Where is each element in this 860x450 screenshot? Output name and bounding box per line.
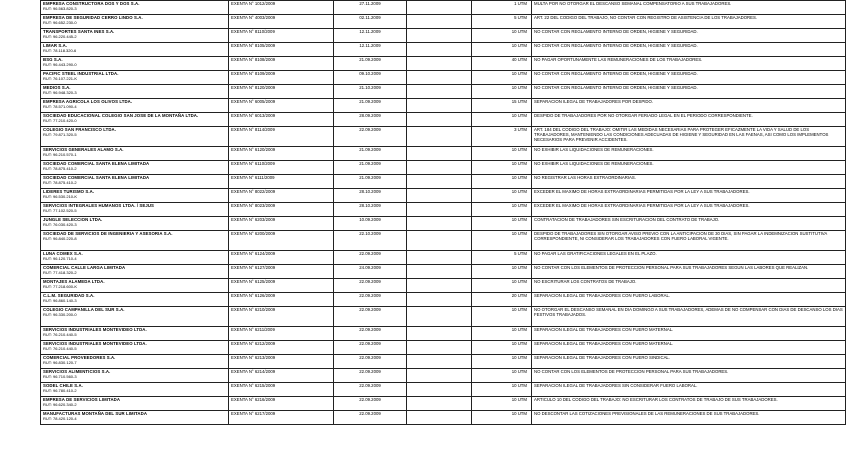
company-rut: RUT: 96.330.200-0 — [43, 312, 77, 317]
company-rut: RUT: 78.420.120-4 — [43, 416, 77, 421]
company-name: BSG S.A. — [43, 57, 63, 62]
company-rut: RUT: 96.120.710-4 — [43, 256, 77, 261]
date-cell: 02.11.2009 — [334, 15, 407, 29]
amount-cell: 10 UTM — [472, 411, 532, 425]
date-cell-blank — [407, 383, 472, 397]
date-cell-blank — [407, 71, 472, 85]
resolution-cell: EXENTA N° 8105/2009 — [229, 43, 334, 57]
date-cell-blank — [407, 327, 472, 341]
table-row — [41, 369, 846, 383]
description-cell: NO OTORGAR EL DESCANSO SEMANAL EN DIA DOMINGO A SUS TRABAJADORES, ADEMAS DE NO COMPENSAR CON DIAS DE DESCANSO LOS DIAS FESTIVOS TRABAJADOS. — [532, 307, 846, 327]
date-cell: 22.09.2009 — [334, 411, 407, 425]
company-cell — [41, 217, 229, 231]
amount-cell: 10 UTM — [472, 341, 532, 355]
description-cell: SEPARACION ILEGAL DE TRABAJADORES SIN CONSIDERAR FUERO LABORAL. — [532, 383, 846, 397]
resolution-cell: EXENTA N° 6013/2009 — [229, 113, 334, 127]
resolution-cell: EXENTA N° 8120/2009 — [229, 85, 334, 99]
company-rut: RUT: 77.218.600-K — [43, 284, 78, 289]
company-cell — [41, 113, 229, 127]
fines-table-sheet — [40, 0, 846, 450]
company-cell — [41, 265, 229, 279]
description-cell: NO CONTAR CON LOS ELEMENTOS DE PROTECCION PERSONAL PARA SUS TRABAJADORES SEGUN LAS LABORES QUE REALIZAN. — [532, 265, 846, 279]
table-row — [41, 175, 846, 189]
company-rut: RUT: 96.530.210-K — [43, 194, 78, 199]
amount-cell: 10 UTM — [472, 355, 532, 369]
company-name: LUNA COMEX S.A. — [43, 251, 83, 256]
company-name: SERVICIOS GENERALES ALAMO S.A. — [43, 147, 124, 152]
resolution-cell: EXENTA N° 8109/2009 — [229, 71, 334, 85]
date-cell-blank — [407, 175, 472, 189]
company-rut: RUT: 96.563.820-3 — [43, 6, 77, 11]
company-name: SOCIEDAD DE SERVICIOS DE INGENIERIA Y ASESORIA S.A. — [43, 231, 173, 236]
company-rut: RUT: 77.102.520-5 — [43, 208, 77, 213]
company-rut: RUT: 96.948.320-3 — [43, 90, 77, 95]
description-cell: NO CONTAR CON REGLAMENTO INTERNO DE ORDEN, HIGIENE Y SEGURIDAD. — [532, 71, 846, 85]
company-name: MEDIOS S.A. — [43, 85, 71, 90]
date-cell-blank — [407, 265, 472, 279]
company-rut: RUT: 76.210.440-5 — [43, 346, 77, 351]
amount-cell: 10 UTM — [472, 231, 532, 251]
date-cell: 22.09.2009 — [334, 327, 407, 341]
table-row — [41, 147, 846, 161]
company-name: SERVICIOS INDUSTRIALES MONTEVIDEO LTDA. — [43, 341, 147, 346]
date-cell-blank — [407, 1, 472, 15]
table-row — [41, 279, 846, 293]
table-row — [41, 15, 846, 29]
date-cell: 22.09.2009 — [334, 355, 407, 369]
description-cell: NO CONTAR CON REGLAMENTO INTERNO DE ORDEN, HIGIENE Y SEGURIDAD. — [532, 29, 846, 43]
company-name: COMERCIAL CALLE LARGA LIMITADA — [43, 265, 126, 270]
company-cell — [41, 411, 229, 425]
amount-cell: 10 UTM — [472, 307, 532, 327]
resolution-cell: EXENTA N° 6203/2009 — [229, 217, 334, 231]
company-rut: RUT: 96.830.120-7 — [43, 360, 77, 365]
resolution-cell: EXENTA N° 8114/2009 — [229, 127, 334, 147]
company-cell — [41, 175, 229, 189]
amount-cell: 10 UTM — [472, 147, 532, 161]
company-cell — [41, 161, 229, 175]
date-cell-blank — [407, 369, 472, 383]
amount-cell: 20 UTM — [472, 293, 532, 307]
resolution-cell: EXENTA N° 1012/2009 — [229, 1, 334, 15]
date-cell: 22.09.2009 — [334, 293, 407, 307]
table-row — [41, 341, 846, 355]
company-name: SERVICIOS ALIMENTICIOS S.A. — [43, 369, 111, 374]
company-cell — [41, 1, 229, 15]
company-name: LIDERES TURISMO S.A. — [43, 189, 95, 194]
date-cell: 27.11.2009 — [334, 1, 407, 15]
company-rut: RUT: 78.118.320-6 — [43, 48, 77, 53]
company-name: EMPRESA CONSTRUCTORA DOS Y DOS S.A. — [43, 1, 140, 6]
date-cell-blank — [407, 341, 472, 355]
company-cell — [41, 147, 229, 161]
date-cell: 12.11.2009 — [334, 43, 407, 57]
company-name: MANUFACTURAS MONTAÑA DEL SUR LIMITADA — [43, 411, 148, 416]
amount-cell: 10 UTM — [472, 369, 532, 383]
company-cell — [41, 355, 229, 369]
resolution-cell: EXENTA N° 6215/2009 — [229, 383, 334, 397]
amount-cell: 10 UTM — [472, 71, 532, 85]
description-cell: CONTRATACION DE TRABAJADORES SIN ESCRITURACION DEL CONTRATO DE TRABAJO. — [532, 217, 846, 231]
table-row — [41, 293, 846, 307]
date-cell-blank — [407, 43, 472, 57]
table-row — [41, 383, 846, 397]
description-cell: ART. 184 DEL CODIGO DEL TRABAJO: OMITIR LAS MEDIDAS NECESARIAS PARA PROTEGER EFICAZMENTE LA VIDA Y SALUD DE LOS TRABAJADORES, MANTENIENDO LAS CONDICIONES ADECUADAS DE HIGIENE Y SEGURIDAD EN LAS FAENAS, ASI COMO LOS IMPLEMENTOS NECESARIOS PARA PREVENIR ACCIDENTES. — [532, 127, 846, 147]
amount-cell: 10 UTM — [472, 189, 532, 203]
table-row — [41, 355, 846, 369]
date-cell: 09.10.2009 — [334, 71, 407, 85]
date-cell: 12.11.2009 — [334, 29, 407, 43]
resolution-cell: EXENTA N° 6210/2009 — [229, 307, 334, 327]
company-cell — [41, 341, 229, 355]
resolution-cell: EXENTA N° 6216/2009 — [229, 397, 334, 411]
description-cell: NO CONTAR CON LOS ELEMENTOS DE PROTECCION PERSONAL PARA SUS TRABAJADORES. — [532, 369, 846, 383]
table-row — [41, 127, 846, 147]
resolution-cell: EXENTA N° 6111/2009 — [229, 175, 334, 189]
amount-cell: 10 UTM — [472, 175, 532, 189]
table-row — [41, 57, 846, 71]
company-rut: RUT: 76.210.440-5 — [43, 332, 77, 337]
company-name: EMPRESA AGRICOLA LOS OLIVOS LTDA. — [43, 99, 133, 104]
company-name: SERVICIOS INTEGRALES HUMANOS LTDA. / SEJUS — [43, 203, 154, 208]
company-cell — [41, 251, 229, 265]
company-name: SOCIEDAD COMERCIAL SANTA ELENA LIMITADA — [43, 161, 150, 166]
date-cell: 22.10.2009 — [334, 231, 407, 251]
description-cell: NO ESCRITURAR LOS CONTRATOS DE TRABAJO. — [532, 279, 846, 293]
company-name: PACIFIC STEEL INDUSTRIAL LTDA. — [43, 71, 119, 76]
company-name: JUNGLE SELECCION LTDA. — [43, 217, 103, 222]
description-cell: SEPARACION ILEGAL DE TRABAJADORES CON FUERO SINDICAL. — [532, 355, 846, 369]
company-cell — [41, 57, 229, 71]
resolution-cell: EXENTA N° 6005/2009 — [229, 99, 334, 113]
amount-cell: 10 UTM — [472, 383, 532, 397]
description-cell: DESPIDO DE TRABAJADORES POR NO OTORGAR FERIADO LEGAL EN EL PERIODO CORRESPONDIENTE. — [532, 113, 846, 127]
date-cell: 24.09.2009 — [334, 265, 407, 279]
company-cell — [41, 327, 229, 341]
resolution-cell: EXENTA N° 6200/2009 — [229, 231, 334, 251]
company-name: SODEL CHILE S.A. — [43, 383, 83, 388]
company-rut: RUT: 96.220.445-2 — [43, 34, 77, 39]
company-cell — [41, 293, 229, 307]
date-cell-blank — [407, 161, 472, 175]
date-cell: 21.10.2009 — [334, 85, 407, 99]
amount-cell: 1 UTM — [472, 1, 532, 15]
company-cell — [41, 29, 229, 43]
table-row — [41, 217, 846, 231]
date-cell-blank — [407, 29, 472, 43]
amount-cell: 10 UTM — [472, 397, 532, 411]
resolution-cell: EXENTA N° 8022/2009 — [229, 189, 334, 203]
company-rut: RUT: 78.875.410-2 — [43, 180, 77, 185]
company-rut: RUT: 96.652.230-0 — [43, 20, 77, 25]
date-cell: 21.09.2009 — [334, 147, 407, 161]
company-name: TRANSPORTES SANTA INES S.A. — [43, 29, 115, 34]
date-cell-blank — [407, 307, 472, 327]
amount-cell: 3 UTM — [472, 127, 532, 147]
resolution-cell: EXENTA N° 8023/2009 — [229, 203, 334, 217]
amount-cell: 10 UTM — [472, 161, 532, 175]
date-cell: 22.09.2009 — [334, 397, 407, 411]
date-cell: 22.09.2009 — [334, 341, 407, 355]
table-row — [41, 71, 846, 85]
date-cell: 21.09.2009 — [334, 175, 407, 189]
amount-cell: 5 UTM — [472, 251, 532, 265]
company-cell — [41, 99, 229, 113]
company-rut: RUT: 77.418.320-2 — [43, 270, 77, 275]
resolution-cell: EXENTA N° 8110/2009 — [229, 29, 334, 43]
date-cell: 22.09.2009 — [334, 369, 407, 383]
table-row — [41, 397, 846, 411]
table-row — [41, 265, 846, 279]
date-cell: 10.09.2009 — [334, 217, 407, 231]
date-cell: 28.10.2009 — [334, 203, 407, 217]
date-cell-blank — [407, 355, 472, 369]
table-row — [41, 307, 846, 327]
description-cell: NO CONTAR CON REGLAMENTO INTERNO DE ORDEN, HIGIENE Y SEGURIDAD. — [532, 43, 846, 57]
date-cell: 28.10.2009 — [334, 189, 407, 203]
date-cell: 22.09.2009 — [334, 279, 407, 293]
description-cell: SEPARACION ILEGAL DE TRABAJADORES CON FUERO LABORAL. — [532, 293, 846, 307]
date-cell-blank — [407, 99, 472, 113]
table-row — [41, 113, 846, 127]
company-name: C.L.M. SEGURIDAD S.A. — [43, 293, 95, 298]
description-cell: SEPARACION ILEGAL DE TRABAJADORES CON FUERO MATERNAL. — [532, 341, 846, 355]
date-cell-blank — [407, 127, 472, 147]
description-cell: EXCEDER EL MAXIMO DE HORAS EXTRAORDINARIAS PERMITIDAS POR LA LEY A SUS TRABAJADORES. — [532, 203, 846, 217]
date-cell-blank — [407, 203, 472, 217]
table-row — [41, 43, 846, 57]
description-cell: EXCEDER EL MAXIMO DE HORAS EXTRAORDINARIAS PERMITIDAS POR LA LEY A SUS TRABAJADORES. — [532, 189, 846, 203]
description-cell: SEPARACION ILEGAL DE TRABAJADORES POR DESPIDO. — [532, 99, 846, 113]
company-rut: RUT: 96.860.140-3 — [43, 298, 77, 303]
date-cell: 21.09.2009 — [334, 99, 407, 113]
table-row — [41, 251, 846, 265]
date-cell-blank — [407, 113, 472, 127]
company-name: LIMAR S.A. — [43, 43, 68, 48]
amount-cell: 10 UTM — [472, 327, 532, 341]
company-cell — [41, 203, 229, 217]
company-rut: RUT: 77.210.420-0 — [43, 118, 77, 123]
resolution-cell: EXENTA N° 6211/2009 — [229, 327, 334, 341]
amount-cell: 10 UTM — [472, 279, 532, 293]
company-name: SOCIEDAD COMERCIAL SANTA ELENA LIMITADA — [43, 175, 150, 180]
date-cell-blank — [407, 397, 472, 411]
company-cell — [41, 43, 229, 57]
table-row — [41, 231, 846, 251]
description-cell: NO CONTAR CON REGLAMENTO INTERNO DE ORDEN, HIGIENE Y SEGURIDAD. — [532, 85, 846, 99]
date-cell: 21.09.2009 — [334, 57, 407, 71]
description-cell: SEPARACION ILEGAL DE TRABAJADORES CON FUERO MATERNAL. — [532, 327, 846, 341]
table-row — [41, 85, 846, 99]
table-row — [41, 99, 846, 113]
company-cell — [41, 189, 229, 203]
description-cell: ART. 22 DEL CODIGO DEL TRABAJO, NO CONTAR CON REGISTRO DE ASISTENCIA DE LOS TRABAJADORES. — [532, 15, 846, 29]
description-cell: NO REGISTRAR LAS HORAS EXTRAORDINARIAS. — [532, 175, 846, 189]
description-cell: NO PAGAR LAS GRATIFICACIONES LEGALES EN EL PLAZO. — [532, 251, 846, 265]
date-cell-blank — [407, 189, 472, 203]
date-cell: 28.09.2009 — [334, 113, 407, 127]
resolution-cell: EXENTA N° 4003/2009 — [229, 15, 334, 29]
date-cell-blank — [407, 57, 472, 71]
description-cell: NO EXHIBIR LAS LIQUIDACIONES DE REMUNERACIONES. — [532, 147, 846, 161]
amount-cell: 10 UTM — [472, 29, 532, 43]
company-cell — [41, 383, 229, 397]
amount-cell: 10 UTM — [472, 43, 532, 57]
company-name: COLEGIO CAMPANILLA DEL SUR S.A. — [43, 307, 125, 312]
resolution-cell: EXENTA N° 6127/2009 — [229, 265, 334, 279]
description-cell: NO DESCONTAR LAS COTIZACIONES PREVISIONALES DE LAS REMUNERACIONES DE SUS TRABAJADORES. — [532, 411, 846, 425]
date-cell: 22.09.2009 — [334, 251, 407, 265]
resolution-cell: EXENTA N° 6126/2009 — [229, 293, 334, 307]
amount-cell: 10 UTM — [472, 85, 532, 99]
resolution-cell: EXENTA N° 6124/2009 — [229, 251, 334, 265]
company-rut: RUT: 96.710.560-3 — [43, 374, 77, 379]
date-cell-blank — [407, 15, 472, 29]
resolution-cell: EXENTA N° 6217/2009 — [229, 411, 334, 425]
company-cell — [41, 397, 229, 411]
company-rut: RUT: 96.780.410-2 — [43, 388, 77, 393]
table-row — [41, 29, 846, 43]
table-row — [41, 327, 846, 341]
company-name: COMERCIAL PROVEEDORES S.A. — [43, 355, 116, 360]
fines-table-body — [41, 1, 846, 425]
company-name: SOCIEDAD EDUCACIONAL COLEGIO SAN JOSE DE LA MONTAÑA LTDA. — [43, 113, 199, 118]
date-cell-blank — [407, 251, 472, 265]
amount-cell: 10 UTM — [472, 265, 532, 279]
amount-cell: 40 UTM — [472, 57, 532, 71]
date-cell: 22.09.2009 — [334, 307, 407, 327]
description-cell: MULTA POR NO OTORGAR EL DESCANSO SEMANAL COMPENSATORIO A SUS TRABAJADORES. — [532, 1, 846, 15]
company-rut: RUT: 96.210.570-1 — [43, 152, 77, 157]
date-cell-blank — [407, 411, 472, 425]
description-cell: NO PAGAR OPORTUNAMENTE LAS REMUNERACIONES DE LOS TRABAJADORES. — [532, 57, 846, 71]
resolution-cell: EXENTA N° 6212/2009 — [229, 341, 334, 355]
company-rut: RUT: 78.571.090-4 — [43, 104, 77, 109]
description-cell: NO EXHIBIR LAS LIQUIDACIONES DE REMUNERACIONES. — [532, 161, 846, 175]
table-row — [41, 203, 846, 217]
resolution-cell: EXENTA N° 6214/2009 — [229, 369, 334, 383]
table-row — [41, 1, 846, 15]
date-cell-blank — [407, 293, 472, 307]
company-rut: RUT: 96.840.220-8 — [43, 236, 77, 241]
resolution-cell: EXENTA N° 6120/2009 — [229, 147, 334, 161]
resolution-cell: EXENTA N° 6110/2009 — [229, 161, 334, 175]
resolution-cell: EXENTA N° 6125/2009 — [229, 279, 334, 293]
date-cell-blank — [407, 231, 472, 251]
date-cell-blank — [407, 147, 472, 161]
amount-cell: 15 UTM — [472, 99, 532, 113]
date-cell: 22.09.2009 — [334, 127, 407, 147]
table-row — [41, 411, 846, 425]
company-cell — [41, 279, 229, 293]
company-rut: RUT: 96.443.290-0 — [43, 62, 77, 67]
description-cell: DESPIDO DE TRABAJADORES SIN OTORGAR AVISO PREVIO CON LA ANTICIPACION DE 30 DIAS, SIN PAGAR LA INDEMNIZACION SUSTITUTIVA CORRESPONDIENTE, NI CONSIDERAR LOS TRABAJADORES CON FUERO LABORAL VIGENTE. — [532, 231, 846, 251]
table-row — [41, 161, 846, 175]
company-name: EMPRESA DE SERVICIOS LIMITADA — [43, 397, 121, 402]
fines-table — [40, 0, 846, 425]
company-name: MONTAJES ALAMEDA LTDA. — [43, 279, 105, 284]
company-cell — [41, 231, 229, 251]
amount-cell: 5 UTM — [472, 15, 532, 29]
company-name: COLEGIO SAN FRANCISCO LTDA. — [43, 127, 117, 132]
table-row — [41, 189, 846, 203]
company-name: EMPRESA DE SEGURIDAD CERRO LINDO S.A. — [43, 15, 143, 20]
date-cell: 21.09.2009 — [334, 161, 407, 175]
company-cell — [41, 85, 229, 99]
company-name: SERVICIOS INDUSTRIALES MONTEVIDEO LTDA. — [43, 327, 147, 332]
amount-cell: 10 UTM — [472, 113, 532, 127]
resolution-cell: EXENTA N° 8108/2009 — [229, 57, 334, 71]
date-cell-blank — [407, 279, 472, 293]
description-cell: ARTICULO 10 DEL CODIGO DEL TRABAJO: NO ESCRITURAR LOS CONTRATOS DE TRABAJO DE SUS TRABAJADORES. — [532, 397, 846, 411]
company-cell — [41, 369, 229, 383]
company-rut: RUT: 76.030.420-3 — [43, 222, 77, 227]
company-rut: RUT: 96.620.340-2 — [43, 402, 77, 407]
date-cell-blank — [407, 85, 472, 99]
company-rut: RUT: 79.871.320-5 — [43, 132, 77, 137]
company-rut: RUT: 76.107.221-K — [43, 76, 78, 81]
company-cell — [41, 15, 229, 29]
company-cell — [41, 71, 229, 85]
company-cell — [41, 307, 229, 327]
company-rut: RUT: 78.875.410-2 — [43, 166, 77, 171]
amount-cell: 10 UTM — [472, 217, 532, 231]
amount-cell: 10 UTM — [472, 203, 532, 217]
company-cell — [41, 127, 229, 147]
date-cell-blank — [407, 217, 472, 231]
date-cell: 22.09.2009 — [334, 383, 407, 397]
resolution-cell: EXENTA N° 6213/2009 — [229, 355, 334, 369]
